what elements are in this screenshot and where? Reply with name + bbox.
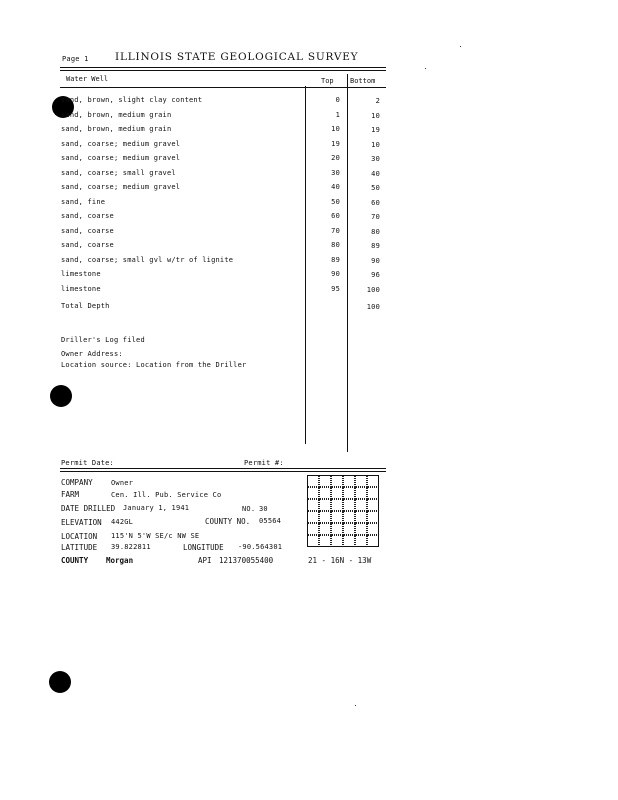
lithology-top-depth: 20 — [331, 154, 340, 162]
lithology-description: sand, coarse; small gvl w/tr of lignite — [61, 255, 234, 264]
lithology-description: sand, coarse — [61, 212, 114, 220]
lithology-bottom-depth: 50 — [371, 184, 380, 192]
latitude-label: LATITUDE — [61, 543, 98, 552]
county-no-value: 05564 — [259, 517, 282, 525]
location-value: 115'N 5'W SE/c NW SE — [111, 532, 200, 540]
lithology-bottom-depth: 30 — [371, 155, 380, 163]
farm-label: FARM — [61, 490, 80, 499]
lithology-bottom-depth: 90 — [371, 256, 380, 265]
header-rule-bottom — [60, 87, 386, 88]
lithology-description: sand, coarse; small gravel — [61, 168, 176, 177]
lithology-top-depth: 1 — [335, 110, 340, 119]
header-rule-top-2 — [60, 70, 386, 71]
column-header-top: Top — [321, 77, 334, 85]
lithology-bottom-depth: 60 — [371, 198, 380, 207]
scan-speck — [355, 705, 356, 706]
owner-address-note: Owner Address: — [61, 350, 123, 358]
longitude-label: LONGITUDE — [183, 543, 224, 552]
county-value: Morgan — [106, 556, 134, 565]
lithology-bottom-depth: 80 — [371, 227, 380, 236]
section-grid-frame — [307, 475, 379, 547]
township-range: 21 - 16N - 13W — [308, 556, 372, 565]
punch-hole-bottom — [49, 671, 71, 693]
lithology-description: sand, brown, medium grain — [61, 125, 172, 133]
lithology-top-depth: 90 — [331, 270, 340, 278]
punch-hole-middle — [50, 385, 72, 407]
no-label: NO. — [242, 505, 256, 513]
lithology-top-depth: 70 — [331, 226, 340, 235]
lithology-bottom-depth: 10 — [371, 140, 380, 149]
company-label: COMPANY — [61, 478, 93, 487]
lithology-bottom-depth: 40 — [371, 169, 380, 178]
permit-date-label: Permit Date: — [61, 459, 114, 467]
lithology-top-depth: 30 — [331, 168, 340, 177]
api-label: API — [198, 556, 212, 565]
county-no-label: COUNTY NO. — [205, 517, 251, 526]
lithology-bottom-depth: 89 — [371, 242, 380, 250]
column-header-description: Water Well — [66, 75, 109, 83]
lithology-top-depth: 80 — [331, 241, 340, 249]
elevation-label: ELEVATION — [61, 518, 102, 527]
longitude-value: -90.564301 — [238, 543, 283, 551]
date-drilled-label: DATE DRILLED — [61, 504, 116, 513]
lithology-top-depth: 40 — [331, 183, 340, 191]
lithology-description: limestone — [61, 284, 101, 293]
lithology-description: sand, fine — [61, 197, 106, 206]
permit-rule — [60, 468, 386, 469]
column-divider-1 — [305, 86, 306, 444]
lithology-description: sand, brown, slight clay content — [61, 96, 203, 104]
scan-speck — [425, 68, 426, 69]
farm-value: Cen. Ill. Pub. Service Co — [111, 491, 222, 499]
location-label: LOCATION — [61, 532, 98, 541]
no-value: 30 — [259, 505, 268, 513]
section-grid — [307, 475, 379, 547]
page-title: ILLINOIS STATE GEOLOGICAL SURVEY — [115, 51, 359, 63]
api-value: 121370055400 — [219, 556, 274, 565]
lithology-bottom-depth: 10 — [371, 111, 380, 120]
lithology-top-depth: 89 — [331, 255, 340, 264]
lithology-top-depth: 0 — [335, 96, 340, 104]
total-depth-value: 100 — [366, 303, 380, 311]
permit-rule-2 — [60, 471, 386, 472]
lithology-bottom-depth: 2 — [375, 97, 380, 105]
lithology-bottom-depth: 96 — [371, 271, 380, 279]
lithology-top-depth: 19 — [331, 139, 340, 148]
elevation-value: 442GL — [111, 518, 134, 526]
latitude-value: 39.822811 — [111, 543, 151, 551]
lithology-top-depth: 50 — [331, 197, 340, 206]
lithology-bottom-depth: 70 — [371, 213, 380, 221]
lithology-top-depth: 95 — [331, 284, 340, 293]
lithology-description: sand, coarse; medium gravel — [61, 183, 181, 191]
page-number: Page 1 — [62, 55, 89, 63]
lithology-description: sand, coarse; medium gravel — [61, 154, 181, 162]
lithology-description: sand, brown, medium grain — [61, 110, 172, 119]
drillers-log-note: Driller's Log filed — [61, 336, 145, 344]
total-depth-label: Total Depth — [61, 302, 110, 310]
header-rule-top — [60, 67, 386, 68]
date-drilled-value: January 1, 1941 — [123, 504, 190, 512]
lithology-description: limestone — [61, 270, 101, 278]
scan-speck — [460, 46, 461, 47]
column-header-bottom: Bottom — [350, 77, 376, 85]
county-label: COUNTY — [61, 556, 89, 565]
lithology-description: sand, coarse — [61, 241, 114, 249]
lithology-bottom-depth: 100 — [366, 285, 380, 294]
lithology-top-depth: 10 — [331, 125, 340, 133]
location-source-note: Location source: Location from the Driller — [61, 361, 247, 369]
lithology-description: sand, coarse; medium gravel — [61, 139, 181, 148]
lithology-description: sand, coarse — [61, 226, 114, 235]
column-divider-2 — [347, 74, 348, 452]
company-value: Owner — [111, 479, 134, 487]
lithology-top-depth: 60 — [331, 212, 340, 220]
lithology-bottom-depth: 19 — [371, 126, 380, 134]
permit-number-label: Permit #: — [244, 459, 284, 467]
